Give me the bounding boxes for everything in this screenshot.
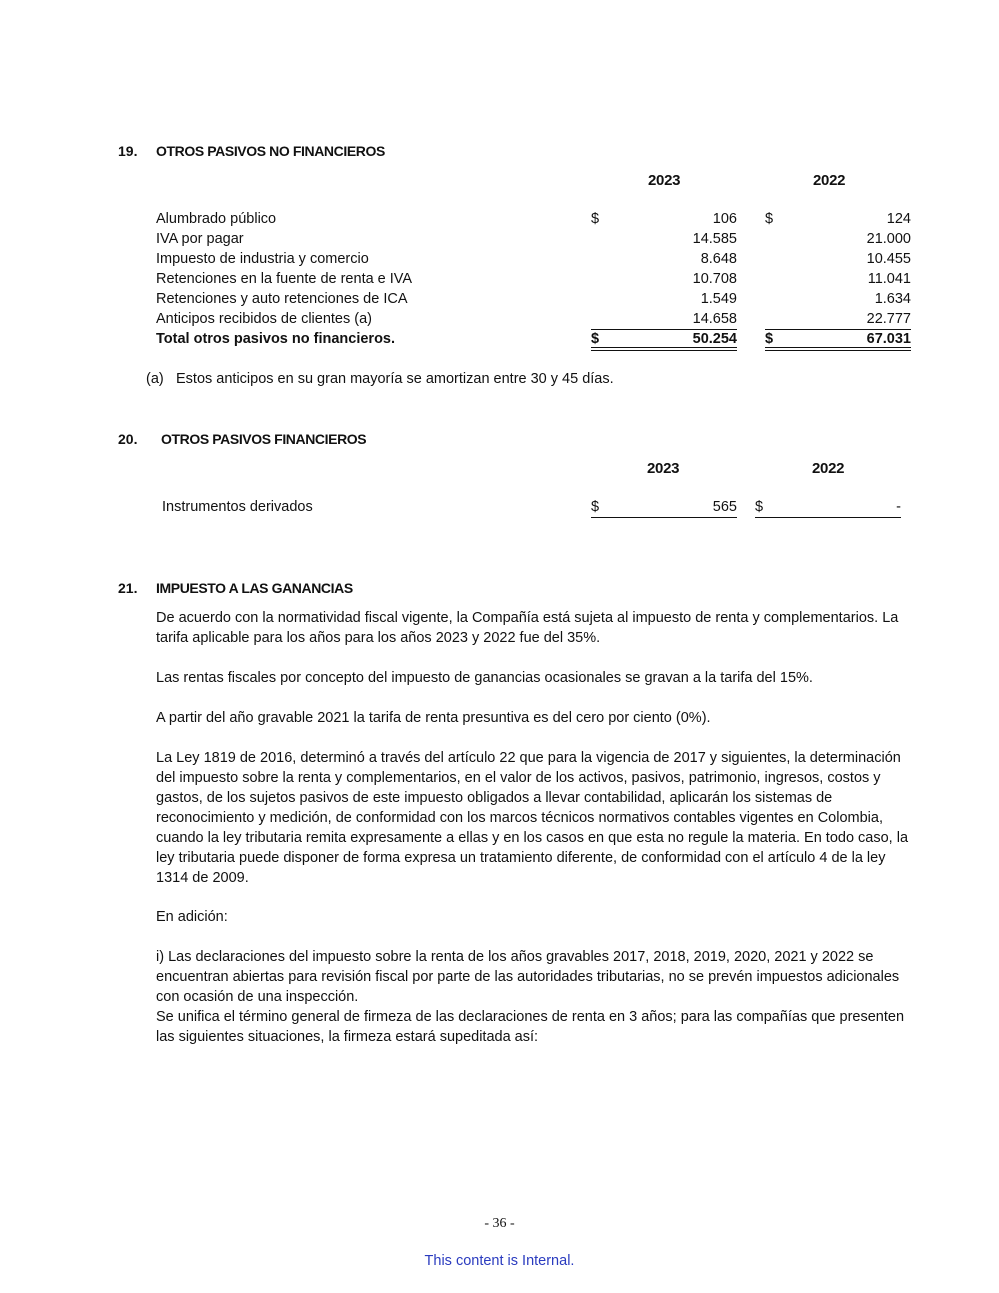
subtotal-rule-2022	[765, 329, 911, 330]
table-row	[0, 291, 999, 311]
footnote-text: Estos anticipos en su gran mayoría se amortizan entre 30 y 45 días.	[176, 371, 614, 387]
value-2022: 11.041	[867, 271, 911, 287]
section-20-year-2023: 2023	[647, 460, 680, 477]
currency-symbol: $	[765, 331, 774, 347]
row-label: Anticipos recibidos de clientes (a)	[156, 311, 372, 327]
section-21-title: IMPUESTO A LAS GANANCIAS	[156, 580, 353, 596]
footnote-marker: (a)	[146, 371, 164, 387]
paragraph: La Ley 1819 de 2016, determinó a través del artículo 22 que para la vigencia de 2017 y siguientes, la determinación del impuesto sobre la renta y complementarios, en el valor de los activos, pasivos, patrimonio, ingresos, costos y gastos, de los sujetos pasivos de este impuesto obligados a llevar contabilidad, aplicarán los sistemas de reconocimiento y medición, de conformidad con los marcos técnicos normativos contables vigentes en Colombia, cuando la ley tributaria remita expresamente a ellas y en los casos en que esta no regule la materia. En todo caso, la ley tributaria puede disponer de forma expresa un tratamiento diferente, de conformidad con el artículo 4 de la ley 1314 de 2009.	[156, 750, 909, 886]
row-label: Impuesto de industria y comercio	[156, 251, 369, 267]
total-2022: 67.031	[866, 331, 911, 347]
row-label: Instrumentos derivados	[162, 499, 313, 515]
table-row	[0, 311, 999, 331]
section-19-year-2023: 2023	[648, 172, 681, 189]
table-row	[0, 271, 999, 291]
table-row	[0, 211, 999, 231]
row-label: Retenciones en la fuente de renta e IVA	[156, 271, 413, 287]
row-label: Alumbrado público	[156, 211, 277, 227]
table-row	[0, 499, 999, 519]
classification-label: This content is Internal.	[424, 1253, 575, 1269]
value-2023: 14.658	[692, 311, 737, 327]
total-label: Total otros pasivos no financieros.	[156, 331, 396, 347]
currency-symbol: $	[765, 211, 774, 227]
paragraph: i) Las declaraciones del impuesto sobre la renta de los años gravables 2017, 2018, 2019, 2020, 2021 y 2022 se encuentran abiertas para revisión fiscal por parte de las autoridades tributarias, no se prevén impuestos adicionales con ocasión de una inspección.	[156, 949, 900, 1005]
value-2023: 106	[712, 211, 737, 227]
underline-2023	[591, 517, 737, 518]
currency-symbol: $	[591, 211, 600, 227]
value-2022: 1.634	[874, 291, 911, 307]
section-19-year-2022: 2022	[813, 172, 846, 189]
value-2022: 22.777	[866, 311, 911, 327]
page-number: - 36 -	[484, 1216, 515, 1231]
row-label: Retenciones y auto retenciones de ICA	[156, 291, 408, 307]
paragraph: Se unifica el término general de firmeza de las declaraciones de renta en 3 años; para las compañías que presenten las siguientes situaciones, la firmeza estará supeditada así:	[156, 1009, 905, 1045]
total-double-rule-2022	[765, 347, 911, 351]
value-2022: 124	[886, 211, 911, 227]
currency-symbol: $	[755, 499, 764, 515]
section-19-title: OTROS PASIVOS NO FINANCIEROS	[156, 143, 385, 159]
underline-2022	[755, 517, 901, 518]
paragraph: A partir del año gravable 2021 la tarifa de renta presuntiva es del cero por ciento (0%).	[156, 710, 711, 726]
subtotal-rule-2023	[591, 329, 737, 330]
total-2023: 50.254	[692, 331, 737, 347]
currency-symbol: $	[591, 499, 600, 515]
value-2023: 565	[712, 499, 737, 515]
currency-symbol: $	[591, 331, 600, 347]
value-2022: 10.455	[866, 251, 911, 267]
row-label: IVA por pagar	[156, 231, 244, 247]
paragraph: En adición:	[156, 909, 228, 925]
section-21-number: 21.	[118, 580, 138, 596]
total-double-rule-2023	[591, 347, 737, 351]
table-row	[0, 251, 999, 271]
section-20-title: OTROS PASIVOS FINANCIEROS	[161, 431, 367, 447]
paragraph: Las rentas fiscales por concepto del impuesto de ganancias ocasionales se gravan a la tarifa del 15%.	[156, 670, 813, 686]
value-2023: 10.708	[692, 271, 737, 287]
value-2023: 8.648	[700, 251, 737, 267]
section-20-number: 20.	[118, 431, 138, 447]
value-2022: -	[896, 499, 901, 515]
table-row	[0, 231, 999, 251]
value-2023: 14.585	[692, 231, 737, 247]
section-20-year-2022: 2022	[812, 460, 845, 477]
section-19-number: 19.	[118, 143, 138, 159]
value-2023: 1.549	[700, 291, 737, 307]
paragraph: De acuerdo con la normatividad fiscal vigente, la Compañía está sujeta al impuesto de renta y complementarios. La tarifa aplicable para los años para los años 2023 y 2022 fue del 35%.	[156, 610, 899, 646]
value-2022: 21.000	[866, 231, 911, 247]
